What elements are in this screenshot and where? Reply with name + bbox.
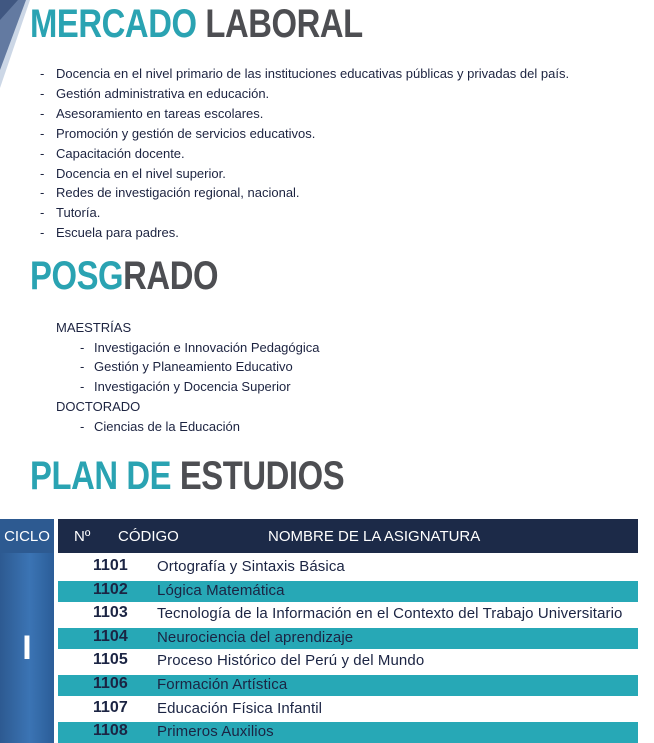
table-row [0, 580, 654, 604]
list-item: - Tutoría. [40, 205, 101, 221]
list-item: - Ciencias de la Educación [80, 418, 240, 434]
title-part-teal: POSG [30, 254, 124, 298]
course-table [0, 556, 654, 743]
list-item: - Escuela para padres. [40, 225, 179, 241]
course-name: Educación Física Infantil [157, 699, 323, 717]
maestrias-heading: MAESTRÍAS [56, 320, 132, 335]
plan-estudios-title [30, 454, 344, 499]
table-header [58, 519, 638, 553]
ciclo-value: I [0, 553, 54, 743]
course-code: 1108 [93, 722, 128, 740]
table-row [0, 650, 654, 674]
doctorado-heading: DOCTORADO [56, 398, 141, 414]
mercado-laboral-list [40, 64, 569, 243]
list-item: - Redes de investigación regional, nacional. [40, 185, 300, 201]
list-item: - Investigación y Docencia Superior [80, 379, 291, 395]
table-row [0, 721, 654, 743]
course-code: 1102 [93, 580, 128, 598]
title-part-gray: RADO [123, 254, 219, 298]
course-code: 1103 [93, 604, 128, 622]
course-code: 1104 [93, 627, 128, 645]
mercado-laboral-title [30, 2, 363, 47]
table-row [0, 603, 654, 627]
list-item: - Gestión y Planeamiento Educativo [80, 359, 293, 375]
posgrado-title [30, 254, 218, 299]
course-name: Primeros Auxilios [157, 723, 274, 741]
course-name: Formación Artística [157, 675, 288, 693]
course-name: Proceso Histórico del Perú y del Mundo [157, 652, 425, 670]
table-row [0, 627, 654, 651]
header-no: Nº [74, 528, 91, 545]
title-part-teal: PLAN DE [30, 454, 172, 498]
table-row [0, 698, 654, 722]
course-code: 1101 [93, 557, 128, 574]
list-item: - Promoción y gestión de servicios educativos. [40, 125, 316, 141]
header-codigo: CÓDIGO [118, 528, 179, 545]
list-item: - Gestión administrativa en educación. [40, 85, 270, 101]
ciclo-header: CICLO [0, 519, 54, 553]
course-name: Tecnología de la Información en el Contexto del Trabajo Universitario [157, 605, 623, 623]
course-name: Ortografía y Sintaxis Básica [157, 558, 345, 575]
list-item: - Capacitación docente. [40, 145, 185, 161]
list-item: - Investigación e Innovación Pedagógica [80, 339, 320, 355]
table-row [0, 674, 654, 698]
list-item: - Asesoramiento en tareas escolares. [40, 105, 264, 121]
course-code: 1107 [93, 698, 128, 716]
title-part-teal: MERCADO [30, 2, 197, 46]
posgrado-list [56, 318, 320, 436]
title-part-gray: LABORAL [205, 2, 363, 46]
course-name: Lógica Matemática [157, 581, 285, 599]
course-name: Neurociencia del aprendizaje [157, 628, 354, 646]
row-stripe [58, 675, 638, 696]
header-nombre: NOMBRE DE LA ASIGNATURA [268, 528, 481, 545]
title-part-gray: ESTUDIOS [179, 454, 345, 498]
list-item: - Docencia en el nivel primario de las instituciones educativas públicas y privadas del país. [40, 66, 570, 81]
row-stripe [58, 581, 638, 602]
list-item: - Docencia en el nivel superior. [40, 165, 226, 181]
course-code: 1105 [93, 651, 128, 669]
course-code: 1106 [93, 674, 128, 692]
row-stripe [58, 722, 638, 743]
table-row [0, 556, 654, 580]
